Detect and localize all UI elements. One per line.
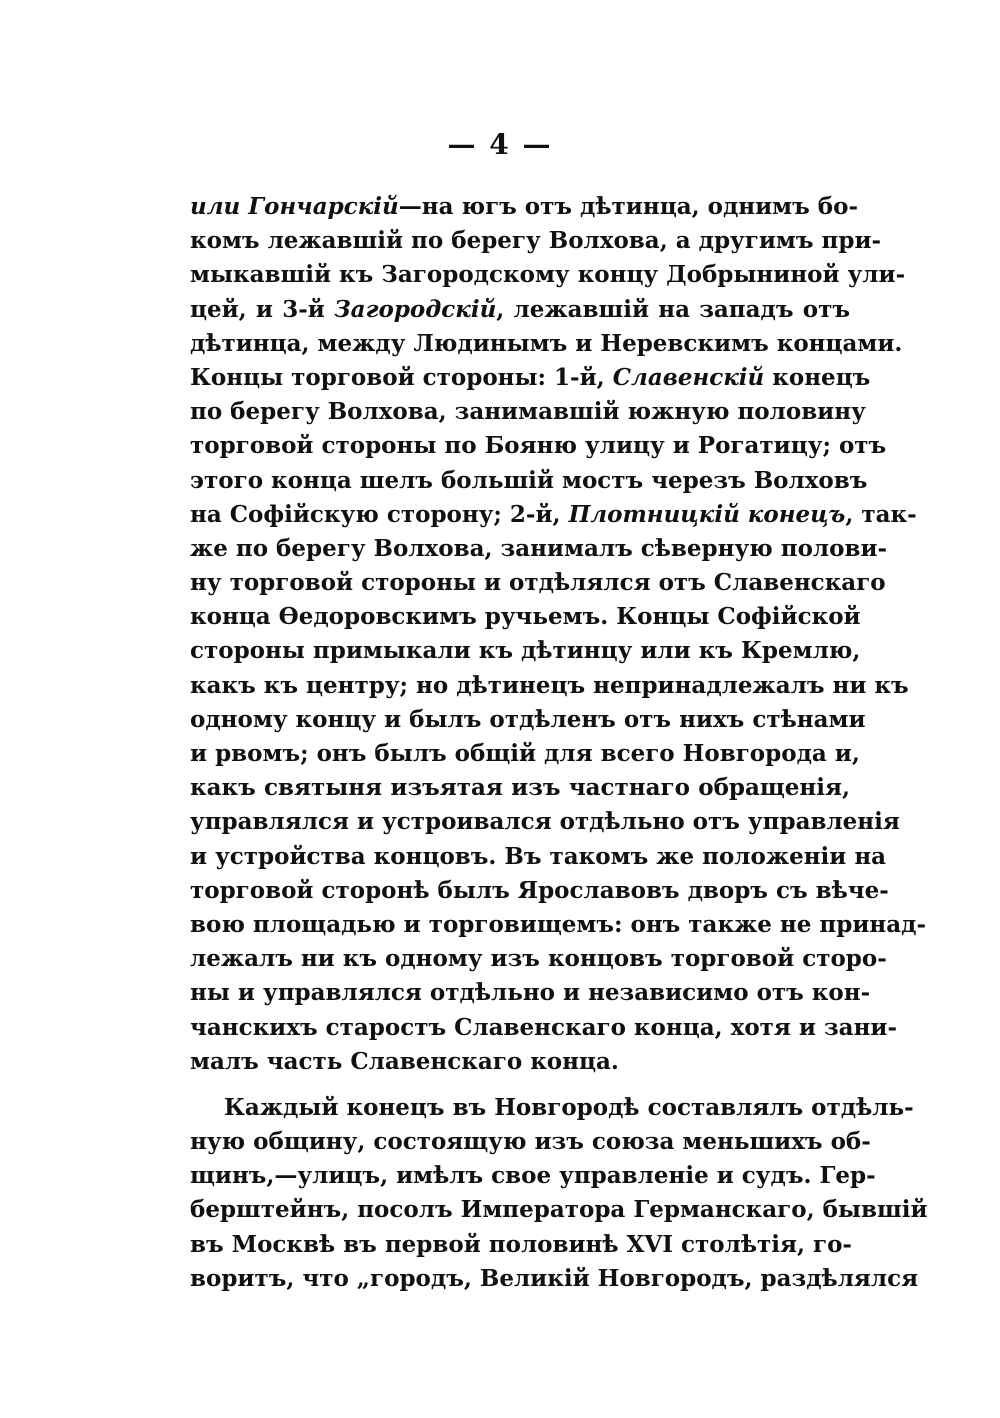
text-line: [190, 908, 926, 942]
text-span: конца Ѳедоровскимъ ручьемъ. Концы Софійской: [190, 603, 861, 631]
text-line: [190, 805, 900, 839]
text-span: и устройства концовъ. Въ такомъ же положеніи на: [190, 842, 887, 870]
text-span: воритъ, что „городъ, Великій Новгородъ, раздѣлялся: [190, 1264, 919, 1292]
text-span: какъ къ центру; но дѣтинецъ непринадлежалъ ни къ: [190, 671, 909, 699]
text-line: [190, 566, 886, 600]
text-line: [190, 258, 906, 292]
text-span: по берегу Волхова, занимавшій южную половину: [190, 398, 866, 426]
text-line: [190, 1262, 919, 1296]
text-span: въ Москвѣ въ первой половинѣ XVI столѣтія, го-: [190, 1230, 852, 1258]
text-span: цей, и 3-й: [190, 295, 335, 323]
page-number: — 4 —: [447, 128, 553, 161]
text-line: [190, 1045, 850, 1079]
text-line: [190, 395, 866, 429]
text-span: щинъ,—улицъ, имѣлъ свое управленіе и судъ. Гер-: [190, 1162, 876, 1190]
text-line: [190, 1125, 871, 1159]
italic-term: Плотницкій конецъ: [568, 500, 846, 528]
text-line: [190, 498, 917, 532]
text-span: комъ лежавшій по берегу Волхова, а другимъ при-: [190, 227, 882, 255]
text-span: этого конца шелъ большій мостъ черезъ Волховъ: [190, 466, 868, 494]
text-line: [190, 464, 868, 498]
text-line: [190, 1011, 898, 1045]
text-span: же по берегу Волхова, занималъ сѣверную полови-: [190, 534, 888, 562]
text-span: —на югъ отъ дѣтинца, однимъ бо-: [398, 193, 859, 220]
text-line: [190, 1091, 914, 1125]
text-span: дѣтинца, между Людинымъ и Неревскимъ концами.: [190, 329, 903, 357]
text-line: [190, 737, 860, 771]
text-line: [190, 703, 866, 737]
text-line: [190, 190, 859, 224]
text-line: [190, 600, 861, 634]
text-span: торговой сторонѣ былъ Ярославовъ дворъ съ вѣче-: [190, 876, 889, 904]
text-span: какъ святыня изъятая изъ частнаго обращенія,: [190, 774, 850, 802]
text-span: на Софійскую сторону; 2-й,: [190, 500, 569, 528]
text-span: , лежавшій на западъ отъ: [496, 295, 850, 323]
text-span: мыкавшій къ Загородскому концу Добрыниной ули-: [190, 261, 906, 289]
text-line: [190, 840, 887, 874]
text-line: [190, 874, 889, 908]
text-line: [190, 532, 888, 566]
text-span: ны и управлялся отдѣльно и независимо отъ кон-: [190, 979, 871, 1007]
text-span: и рвомъ; онъ былъ общій для всего Новгорода и,: [190, 740, 860, 767]
text-line: [190, 361, 871, 395]
text-line: [190, 1159, 876, 1193]
text-span: берштейнъ, посолъ Императора Германскаго, бывшій: [190, 1196, 928, 1224]
text-line: [190, 327, 903, 361]
text-span: конецъ: [764, 363, 871, 391]
text-span: вою площадью и торговищемъ: онъ также не принад-: [190, 910, 926, 938]
italic-term: Славенскій: [612, 363, 765, 391]
text-span: лежалъ ни къ одному изъ концовъ торговой сторо-: [190, 945, 887, 973]
text-line: [190, 669, 909, 703]
text-span: , так-: [845, 500, 917, 528]
text-span: ную общину, состоящую изъ союза меньшихъ об-: [190, 1128, 871, 1156]
text-span: Каждый конецъ въ Новгородѣ составлялъ отдѣль-: [224, 1093, 914, 1121]
text-line: [190, 634, 861, 668]
text-line: [190, 771, 850, 805]
text-line: [190, 976, 871, 1010]
text-span: ну торговой стороны и отдѣлялся отъ Славенскаго: [190, 569, 886, 597]
text-span: стороны примыкали къ дѣтинцу или къ Кремлю,: [190, 637, 861, 665]
text-span: Концы торговой стороны: 1-й,: [190, 363, 613, 391]
text-span: чанскихъ старостъ Славенскаго конца, хотя и зани-: [190, 1013, 898, 1041]
text-line: [190, 224, 882, 258]
text-span: одному концу и былъ отдѣленъ отъ нихъ стѣнами: [190, 705, 866, 733]
text-line: [190, 1193, 928, 1227]
text-span: управлялся и устроивался отдѣльно отъ управленія: [190, 808, 900, 836]
text-line: [190, 942, 887, 976]
text-span: малъ часть Славенскаго конца.: [190, 1047, 619, 1075]
text-span: торговой стороны по Бояню улицу и Рогатицу; отъ: [190, 432, 887, 460]
text-line: [190, 429, 887, 463]
italic-term: Загородскій: [334, 295, 497, 323]
text-line: [190, 1228, 850, 1262]
italic-term: или Гончарскій: [190, 193, 399, 220]
body-text: [190, 190, 928, 1296]
text-line: [190, 293, 850, 327]
